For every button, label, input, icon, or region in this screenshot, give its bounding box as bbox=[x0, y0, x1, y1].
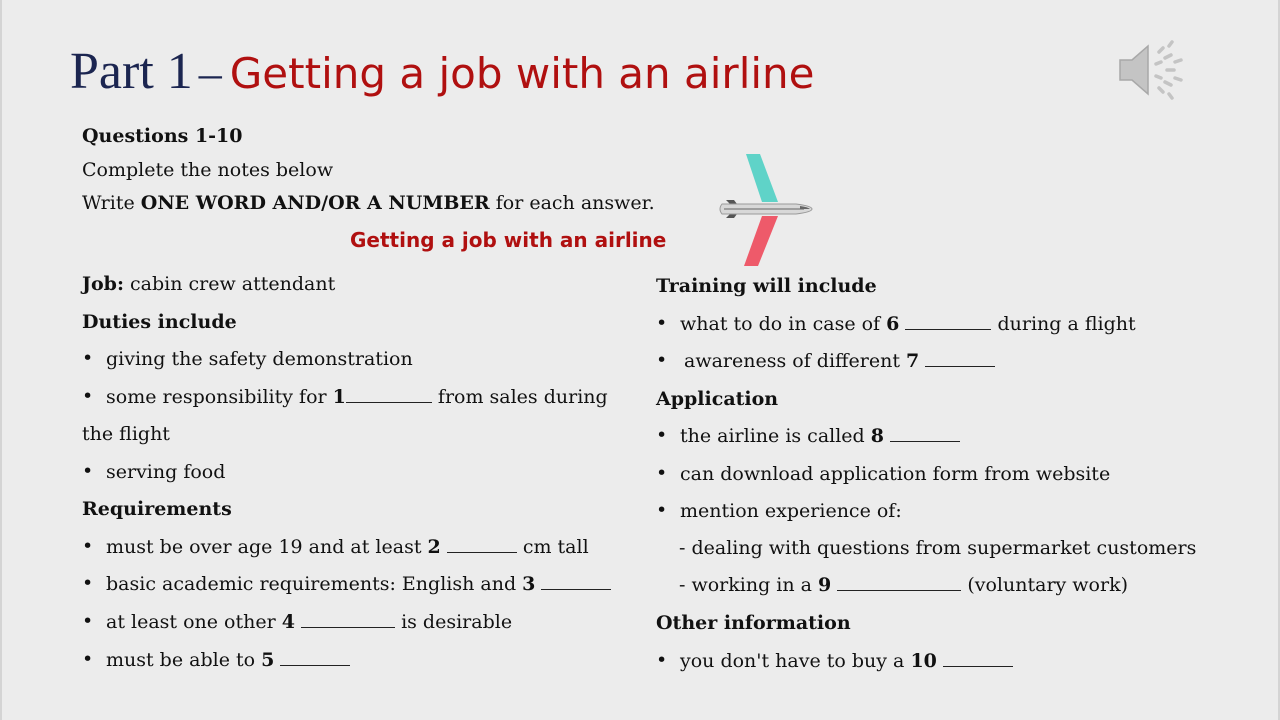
questions-label: Questions 1-10 bbox=[82, 125, 243, 147]
instructions-write bbox=[82, 192, 655, 214]
answer-blank-8[interactable] bbox=[890, 427, 960, 442]
instructions-complete: Complete the notes below bbox=[82, 159, 334, 181]
answer-number-4: 4 bbox=[281, 611, 295, 633]
duty2-continuation: the flight bbox=[82, 423, 170, 445]
experience-subitem-2 bbox=[679, 574, 1128, 596]
training-heading: Training will include bbox=[656, 275, 877, 297]
answer-number-5: 5 bbox=[261, 649, 275, 671]
req1-post: cm tall bbox=[522, 536, 589, 558]
answer-number-8: 8 bbox=[870, 425, 884, 447]
job-line bbox=[82, 273, 335, 295]
answer-number-9: 9 bbox=[818, 574, 832, 596]
duty1-text: giving the safety demonstration bbox=[106, 348, 413, 370]
application-item-2 bbox=[656, 462, 1111, 485]
tr2-pre: awareness of different bbox=[684, 350, 900, 372]
title-main: Getting a job with an airline bbox=[229, 49, 815, 98]
answer-number-6: 6 bbox=[886, 313, 900, 335]
duty-item-1 bbox=[82, 347, 413, 370]
app1-pre: the airline is called bbox=[680, 425, 865, 447]
tr1-pre: what to do in case of bbox=[680, 313, 881, 335]
bullet: • bbox=[82, 460, 94, 482]
answer-blank-4[interactable] bbox=[301, 613, 395, 628]
req2-pre: basic academic requirements: English and bbox=[106, 573, 517, 595]
duty3-text: serving food bbox=[106, 461, 226, 483]
oth1-pre: you don't have to buy a bbox=[680, 650, 905, 672]
bullet: • bbox=[656, 462, 668, 484]
application-item-1 bbox=[656, 424, 960, 447]
write-prefix: Write bbox=[82, 192, 135, 214]
slide-title bbox=[70, 42, 814, 101]
app2-text: can download application form from website bbox=[680, 463, 1111, 485]
req3-pre: at least one other bbox=[106, 611, 276, 633]
duty2-post: from sales during bbox=[437, 386, 608, 408]
answer-number-2: 2 bbox=[427, 536, 441, 558]
bullet: • bbox=[656, 349, 668, 371]
application-heading: Application bbox=[656, 388, 779, 410]
write-bold: ONE WORD AND/OR A NUMBER bbox=[140, 192, 490, 214]
req-item-1 bbox=[82, 535, 589, 558]
bullet: • bbox=[82, 347, 94, 369]
bullet: • bbox=[656, 649, 668, 671]
duty-item-2 bbox=[82, 385, 608, 408]
answer-number-10: 10 bbox=[910, 650, 937, 672]
req3-post: is desirable bbox=[401, 611, 513, 633]
req1-pre: must be over age 19 and at least bbox=[106, 536, 422, 558]
bullet: • bbox=[656, 499, 668, 521]
title-dash: – bbox=[198, 47, 222, 98]
req4-pre: must be able to bbox=[106, 649, 256, 671]
answer-blank-10[interactable] bbox=[943, 652, 1013, 667]
answer-blank-6[interactable] bbox=[905, 315, 991, 330]
req-item-3 bbox=[82, 610, 513, 633]
answer-blank-1[interactable] bbox=[346, 388, 432, 403]
answer-blank-7[interactable] bbox=[925, 352, 995, 367]
write-suffix: for each answer. bbox=[495, 192, 655, 214]
experience-subitem-1: - dealing with questions from supermarket customers bbox=[679, 537, 1197, 559]
bullet: • bbox=[82, 535, 94, 557]
answer-number-7: 7 bbox=[906, 350, 920, 372]
duties-heading: Duties include bbox=[82, 311, 237, 333]
training-item-2 bbox=[656, 349, 995, 372]
answer-blank-2[interactable] bbox=[447, 538, 517, 553]
app3b-post: (voluntary work) bbox=[967, 574, 1129, 596]
job-value: cabin crew attendant bbox=[130, 273, 336, 295]
app3-text: mention experience of: bbox=[680, 500, 902, 522]
answer-number-1: 1 bbox=[332, 386, 346, 408]
bullet: • bbox=[82, 572, 94, 594]
requirements-heading: Requirements bbox=[82, 498, 232, 520]
answer-blank-5[interactable] bbox=[280, 651, 350, 666]
title-part: Part 1 bbox=[70, 43, 193, 100]
answer-blank-9[interactable] bbox=[837, 576, 961, 591]
answer-number-3: 3 bbox=[522, 573, 536, 595]
training-item-1 bbox=[656, 312, 1136, 335]
req-item-4 bbox=[82, 648, 350, 671]
req-item-2 bbox=[82, 572, 611, 595]
bullet: • bbox=[82, 610, 94, 632]
app3b-pre: - working in a bbox=[679, 574, 812, 596]
bullet: • bbox=[82, 385, 94, 407]
slide-edge-left bbox=[0, 0, 2, 720]
other-item-1 bbox=[656, 649, 1013, 672]
other-info-heading: Other information bbox=[656, 612, 851, 634]
duty2-pre: some responsibility for bbox=[106, 386, 327, 408]
notes-title: Getting a job with an airline bbox=[350, 228, 667, 252]
speaker-icon[interactable] bbox=[1112, 38, 1188, 102]
duty-item-3 bbox=[82, 460, 226, 483]
tr1-post: during a flight bbox=[997, 313, 1136, 335]
application-item-3 bbox=[656, 499, 902, 522]
bullet: • bbox=[656, 424, 668, 446]
bullet: • bbox=[656, 312, 668, 334]
bullet: • bbox=[82, 648, 94, 670]
answer-blank-3[interactable] bbox=[541, 575, 611, 590]
job-label: Job: bbox=[82, 273, 124, 295]
airplane-icon bbox=[712, 150, 816, 268]
